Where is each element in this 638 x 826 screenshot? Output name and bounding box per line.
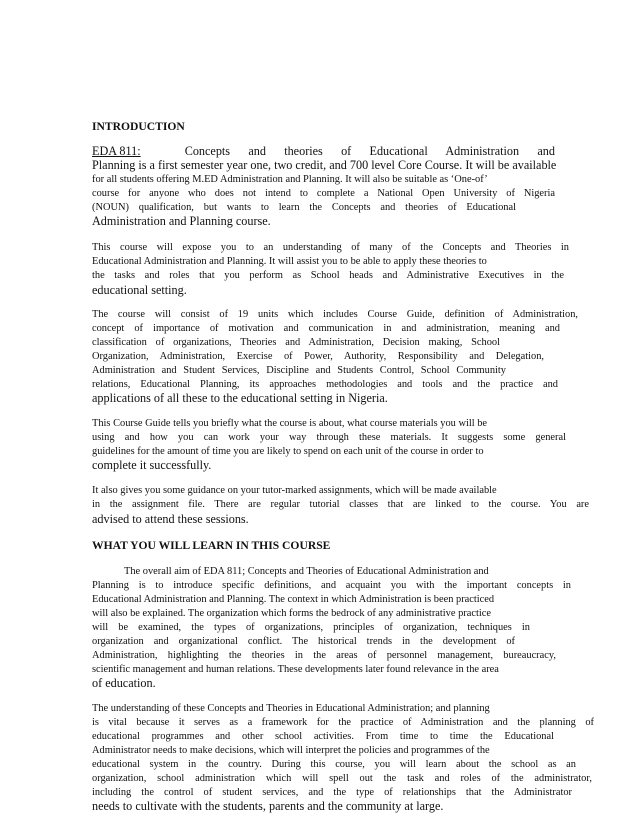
para3-line-7: applications of all these to the educational setting in Nigeria. xyxy=(92,391,388,405)
para3-line-5: Administration and Student Services, Discipline and Students Control, School Community xyxy=(92,365,506,376)
para2-line-1: This course will expose you to an understanding of many of the Concepts and Theories in xyxy=(92,242,569,253)
intro-first-line-rest: Concepts and theories of Educational Administration and xyxy=(184,144,555,158)
para7-line-8: needs to cultivate with the students, parents and the community at large. xyxy=(92,799,444,813)
para2-line-3: the tasks and roles that you perform as School heads and Administrative Executives in the xyxy=(92,270,564,281)
para7-line-5: educational system in the country. During this course, you will learn about the school as an xyxy=(92,759,576,770)
para7-line-1: The understanding of these Concepts and Theories in Educational Administration; and planning xyxy=(92,703,490,714)
learn-line-6: organization and organizational conflict. The historical trends in the development of xyxy=(92,636,515,647)
para5-line-3: advised to attend these sessions. xyxy=(92,512,249,526)
intro-line-4: (NOUN) qualification, but wants to learn the Concepts and theories of Educational xyxy=(92,202,516,213)
para7-line-7: including the control of student services, and the type of relationships that the Administrator xyxy=(92,787,572,798)
para4-line-1: This Course Guide tells you briefly what the course is about, what course materials you will be xyxy=(92,418,488,429)
intro-line-1: Planning is a first semester year one, two credit, and 700 level Core Course. It will be available xyxy=(92,158,557,172)
intro-line-5: Administration and Planning course. xyxy=(92,214,271,228)
learn-line-8: scientific management and human relations. These developments later found relevance in the area xyxy=(92,664,499,675)
intro-line-2: for all students offering M.ED Administration and Planning. It will also be suitable as ‘One-of’ xyxy=(92,174,488,185)
para5-line-1: It also gives you some guidance on your tutor-marked assignments, which will be made available xyxy=(92,485,497,496)
para2-line-4: educational setting. xyxy=(92,283,187,297)
para2-line-2: Educational Administration and Planning. It will assist you to be able to apply these theories to xyxy=(92,256,487,267)
para7-line-3: educational programmes and other school activities. From time to time the Educational xyxy=(92,731,554,742)
para4-line-3: guidelines for the amount of time you are likely to spend on each unit of the course in order to xyxy=(92,446,484,457)
para3-line-1: The course will consist of 19 units which includes Course Guide, definition of Administration, xyxy=(92,309,578,320)
para4-line-4: complete it successfully. xyxy=(92,458,212,472)
intro-first-line xyxy=(92,144,555,158)
learn-line-2: Planning is to introduce specific definitions, and acquaint you with the important concepts in xyxy=(92,580,571,591)
para4-line-2: using and how you can work your way through these materials. It suggests some general xyxy=(92,432,566,443)
para7-line-2: is vital because it serves as a framework for the practice of Administration and the planning of xyxy=(92,717,594,728)
para3-line-3: classification of organizations, Theories and Administration, Decision making, School xyxy=(92,337,500,348)
learn-line-9: of education. xyxy=(92,676,156,690)
introduction-heading: INTRODUCTION xyxy=(92,120,185,133)
learn-line-1: The overall aim of EDA 811; Concepts and Theories of Educational Administration and xyxy=(124,566,489,577)
para5-line-2: in the assignment file. There are regular tutorial classes that are linked to the course. You are xyxy=(92,499,589,510)
learn-line-3: Educational Administration and Planning. The context in which Administration is been practiced xyxy=(92,594,495,605)
course-code: EDA 811: xyxy=(92,144,141,158)
para3-line-2: concept of importance of motivation and communication in and administration, meaning and xyxy=(92,323,560,334)
para7-line-6: organization, school administration which will spell out the task and roles of the administrator, xyxy=(92,773,592,784)
learn-line-7: Administration, highlighting the theories in the areas of personnel management, bureaucracy, xyxy=(92,650,556,661)
para3-line-4: Organization, Administration, Exercise of Power, Authority, Responsibility and Delegation, xyxy=(92,351,544,362)
intro-line-3: course for anyone who does not intend to complete a National Open University of Nigeria xyxy=(92,188,555,199)
learn-line-4: will also be explained. The organization which forms the bedrock of any administrative practice xyxy=(92,608,491,619)
para7-line-4: Administrator needs to make decisions, which will interpret the policies and programmes of the xyxy=(92,745,490,756)
para3-line-6: relations, Educational Planning, its approaches methodologies and tools and the practice and xyxy=(92,379,558,390)
learn-heading: WHAT YOU WILL LEARN IN THIS COURSE xyxy=(92,539,331,552)
learn-line-5: will be examined, the types of organizations, principles of organization, techniques in xyxy=(92,622,530,633)
